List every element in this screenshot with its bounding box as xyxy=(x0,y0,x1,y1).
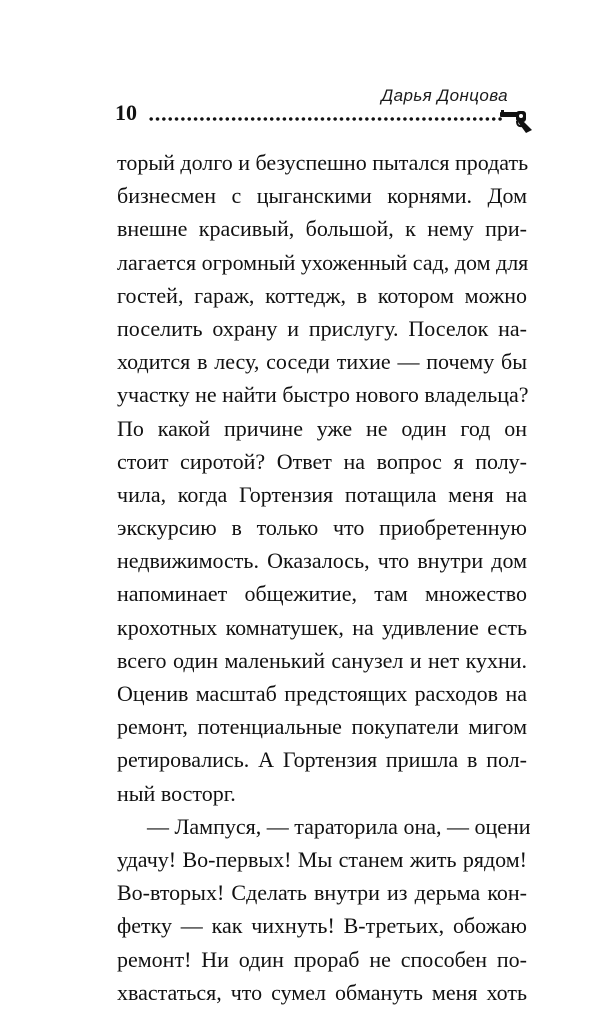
text-line: крохотных комнатушек, на удивление есть xyxy=(117,614,527,640)
text-line: внешне красивый, большой, к нему при- xyxy=(117,216,527,242)
text-line: ходится в лесу, соседи тихие — почему бы xyxy=(117,349,527,375)
text-line: Оценив масштаб предстоящих расходов на xyxy=(117,681,527,706)
running-header xyxy=(0,0,605,140)
text-line: бизнесмен с цыганскими корнями. Дом xyxy=(117,183,527,209)
text-line: недвижимость. Оказалось, что внутри дом xyxy=(117,548,527,574)
text-line: По какой причине уже не один год он xyxy=(117,415,527,441)
text-line: ремонт, потенциальные покупатели мигом xyxy=(117,714,527,740)
text-line: гостей, гараж, коттедж, в котором можно xyxy=(117,282,527,308)
text-line: экскурсию в только что приобретенную xyxy=(117,515,527,541)
author-name: Дарья Донцова xyxy=(381,86,508,105)
revolver-icon xyxy=(498,106,534,134)
text-line: лагается огромный ухоженный сад, дом для xyxy=(117,249,529,275)
text-line: всего один маленький санузел и нет кухни. xyxy=(117,647,527,673)
text-line: участку не найти быстро нового владельца? xyxy=(117,382,529,408)
text-line: чила, когда Гортензия потащила меня на xyxy=(117,481,527,507)
text-line: — Лампуся, — тараторила она, — оцени xyxy=(147,813,531,839)
text-line: хвастаться, что сумел обмануть меня хоть xyxy=(117,979,527,1005)
page-number: 10 xyxy=(115,100,137,125)
text-line: напоминает общежитие, там множество xyxy=(117,581,527,607)
text-line: поселить охрану и прислугу. Поселок на- xyxy=(117,315,527,341)
text-line: торый долго и безуспешно пытался продать xyxy=(117,150,529,175)
text-line: ный восторг. xyxy=(117,780,236,806)
text-line: Во-вторых! Сделать внутри из дерьма кон- xyxy=(117,880,527,906)
text-line: фетку — как чихнуть! В-третьих, обожаю xyxy=(117,913,527,939)
text-line: ретировались. А Гортензия пришла в пол- xyxy=(117,747,527,773)
page-body xyxy=(117,146,531,1009)
text-line: удачу! Во-первых! Мы станем жить рядом! xyxy=(117,846,527,872)
text-line: стоит сиротой? Ответ на вопрос я полу- xyxy=(117,448,527,474)
dotted-leader xyxy=(148,117,504,121)
text-line: ремонт! Ни один прораб не способен по- xyxy=(117,946,527,972)
